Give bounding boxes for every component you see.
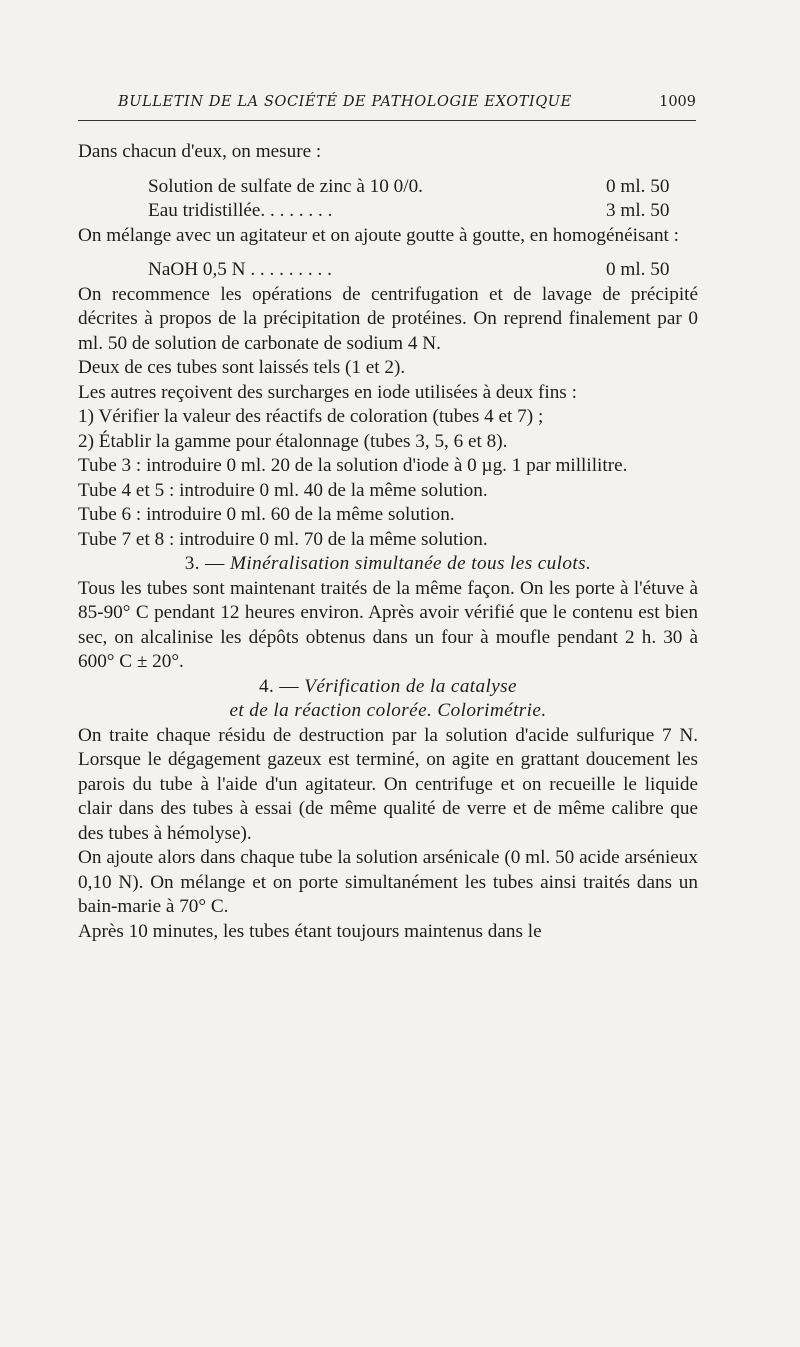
paragraph: Les autres reçoivent des surcharges en iode utilisées à deux fins : <box>78 381 577 403</box>
page-number: 1009 <box>659 94 696 110</box>
reagent-label: Eau tridistillée. . . . . . . . <box>148 200 333 221</box>
section-title-line2: et de la réaction colorée. Colorimétrie. <box>229 700 547 721</box>
paragraph: Tous les tubes sont maintenant traités de la même façon. On les porte à l'étuve à 85-90° C pendant 12 heures environ. Après avoir vérifié que le contenu est bien sec, on alcalinise les dépôts obtenus dans un four à moufle pendant 2 h. 30 à 600° C ± 20°. <box>78 577 698 672</box>
reagent-value: 0 ml. 50 <box>606 175 670 197</box>
list-item: 2) Établir la gamme pour étalonnage (tubes 3, 5, 6 et 8). <box>78 430 508 452</box>
page-header <box>78 92 696 121</box>
section-number: 4. — <box>259 675 300 697</box>
paragraph: Dans chacun d'eux, on mesure : <box>78 141 322 162</box>
paragraph: Deux de ces tubes sont laissés tels (1 et 2). <box>78 357 406 378</box>
reagent-label: Solution de sulfate de zinc à 10 0/0. <box>148 175 423 197</box>
paragraph: On traite chaque résidu de destruction par la solution d'acide sulfurique 7 N. Lorsque le dégagement gazeux est terminé, on agite en grattant doucement les parois du tube à l'aide d'un agitateur. On centrifuge et on recueille le liquide clair dans des tubes à essai (de même qualité de verre et de même calibre que des tubes à hémolyse). <box>78 724 698 844</box>
body-text <box>78 140 698 944</box>
reagent-line <box>148 175 698 200</box>
tube-instruction: Tube 4 et 5 : introduire 0 ml. 40 de la même solution. <box>78 479 488 501</box>
section-title: Vérification de la catalyse <box>304 675 517 697</box>
section-heading <box>78 675 698 700</box>
reagent-label: NaOH 0,5 N . . . . . . . . . <box>148 259 332 280</box>
paragraph: On mélange avec un agitateur et on ajoute goutte à goutte, en homogénéisant : <box>78 224 680 246</box>
tube-instruction: Tube 6 : introduire 0 ml. 60 de la même solution. <box>78 504 455 525</box>
section-number: 3. — <box>184 553 225 574</box>
list-item: 1) Vérifier la valeur des réactifs de coloration (tubes 4 et 7) ; <box>78 406 544 427</box>
running-title: BULLETIN DE LA SOCIÉTÉ DE PATHOLOGIE EXOTIQUE <box>118 94 572 110</box>
tube-instruction: Tube 7 et 8 : introduire 0 ml. 70 de la même solution. <box>78 528 488 550</box>
reagent-line <box>148 258 698 283</box>
reagent-value: 3 ml. 50 <box>606 200 670 221</box>
reagent-value: 0 ml. 50 <box>606 259 670 280</box>
section-title: Minéralisation simultanée de tous les culots. <box>229 553 592 574</box>
tube-instruction: Tube 3 : introduire 0 ml. 20 de la solution d'iode à 0 µg. 1 par millilitre. <box>78 455 628 476</box>
section-heading <box>78 552 698 577</box>
reagent-line <box>148 199 698 224</box>
paragraph: On ajoute alors dans chaque tube la solution arsénicale (0 ml. 50 acide arsénieux 0,10 N). On mélange et on porte simultanément les tubes ainsi traités dans un bain-marie à 70° C. <box>78 847 698 917</box>
paragraph: On recommence les opérations de centrifugation et de lavage de précipité décrites à propos de la précipitation de protéines. On reprend finalement par 0 ml. 50 de solution de carbonate de sodium 4 N. <box>78 283 698 354</box>
paragraph: Après 10 minutes, les tubes étant toujours maintenus dans le <box>78 920 542 942</box>
